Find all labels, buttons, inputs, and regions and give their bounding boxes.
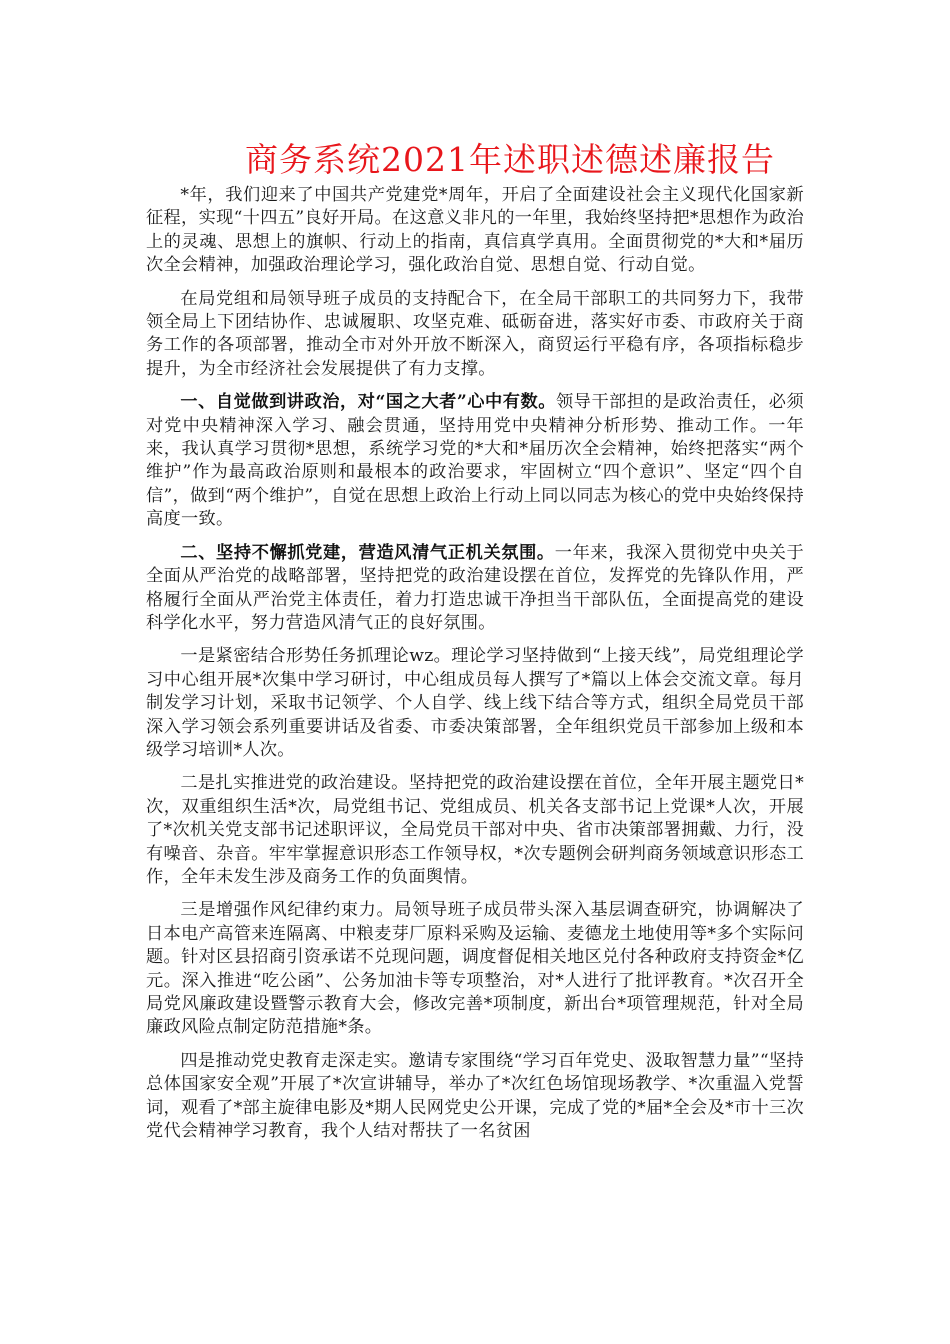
paragraph-8-text: 四是推动党史教育走深走实。邀请专家围绕“学习百年党史、汲取智慧力量”“坚持总体国家安全观”开展了*次宣讲辅导，举办了*次红色场馆现场教学、*次重温入党誓词，观看了*部主旋律电影及*期人民网党史公开课，完成了党的*届*全会及*市十三次党代会精神学习教育，我个人结对帮扶了一名贫困 (146, 1050, 804, 1142)
paragraph-1 (146, 184, 804, 278)
paragraph-7 (146, 899, 804, 1039)
paragraph-4-text: 一年来，我深入贯彻党中央关于全面从严治党的战略部署，坚持把党的政治建设摆在首位，发挥党的先锋队作用，严格履行全面从严治党主体责任，着力打造忠诚干净担当干部队伍，全面提高党的建设科学化水平，努力营造风清气正的良好氛围。 (146, 542, 805, 633)
paragraph-2-text: 在局党组和局领导班子成员的支持配合下，在全局干部职工的共同努力下，我带领全局上下团结协作、忠诚履职、攻坚克难、砥砺奋进，落实好市委、市政府关于商务工作的各项部署，推动全市对外开放不断深入，商贸运行平稳有序，各项指标稳步提升，为全市经济社会发展提供了有力支撑。 (146, 288, 804, 379)
section-heading-2: 二、坚持不懈抓党建，营造风清气正机关氛围。 (180, 542, 555, 563)
document-title: 商务系统2021年述职述德述廉报告 (245, 140, 775, 179)
paragraph-6 (146, 772, 804, 889)
document-body (146, 184, 804, 1153)
paragraph-8 (146, 1050, 804, 1144)
paragraph-2 (146, 288, 804, 382)
paragraph-5-text: 一是紧密结合形势任务抓理论wz。理论学习坚持做到“上接天线”，局党组理论学习中心组开展*次集中学习研讨，中心组成员每人撰写了*篇以上体会交流文章。每月制发学习计划，采取书记领学、个人自学、线上线下结合等方式，组织全局党员干部深入学习领会系列重要讲话及省委、市委决策部署，全年组织党员干部参加上级和本级学习培训*人次。 (146, 646, 804, 760)
paragraph-6-text: 二是扎实推进党的政治建设。坚持把党的政治建设摆在首位，全年开展主题党日*次，双重组织生活*次，局党组书记、党组成员、机关各支部书记上党课*人次，开展了*次机关党支部书记述职评议，全局党员干部对中央、省市决策部署拥戴、力行，没有噪音、杂音。牢牢掌握意识形态工作领导权，*次专题例会研判商务领域意识形态工作，全年未发生涉及商务工作的负面舆情。 (146, 773, 804, 887)
paragraph-1-text: *年，我们迎来了中国共产党建党*周年，开启了全面建设社会主义现代化国家新征程，实现“十四五”良好开局。在这意义非凡的一年里，我始终坚持把*思想作为政治上的灵魂、思想上的旗帜、行动上的指南，真信真学真用。全面贯彻党的*大和*届历次全会精神，加强政治理论学习，强化政治自觉、思想自觉、行动自觉。 (146, 185, 804, 276)
paragraph-7-text: 三是增强作风纪律约束力。局领导班子成员带头深入基层调查研究，协调解决了日本电产高管来连隔离、中粮麦芽厂原料采购及运输、麦德龙土地使用等*多个实际问题。针对区县招商引资承诺不兑现问题，调度督促相关地区兑付各种政府支持资金*亿元。深入推进“吃公函”、公务加油卡等专项整治，对*人进行了批评教育。*次召开全局党风廉政建设暨警示教育大会，修改完善*项制度，新出台*项管理规范，针对全局廉政风险点制定防范措施*条。 (146, 900, 804, 1038)
section-heading-1: 一、自觉做到讲政治，对“国之大者”心中有数。 (180, 392, 556, 413)
paragraph-4 (146, 542, 804, 636)
paragraph-5 (146, 645, 804, 762)
paragraph-3-text: 领导干部担的是政治责任，必须对党中央精神深入学习、融会贯通，坚持用党中央精神分析形势、推动工作。一年来，我认真学习贯彻*思想，系统学习党的*大和*届历次全会精神，始终把落实“两个维护”作为最高政治原则和最根本的政治要求，牢固树立“四个意识”、坚定“四个自信”，做到“两个维护”，自觉在思想上政治上行动上同以同志为核心的党中央始终保持高度一致。 (146, 392, 805, 530)
paragraph-3 (146, 391, 804, 531)
